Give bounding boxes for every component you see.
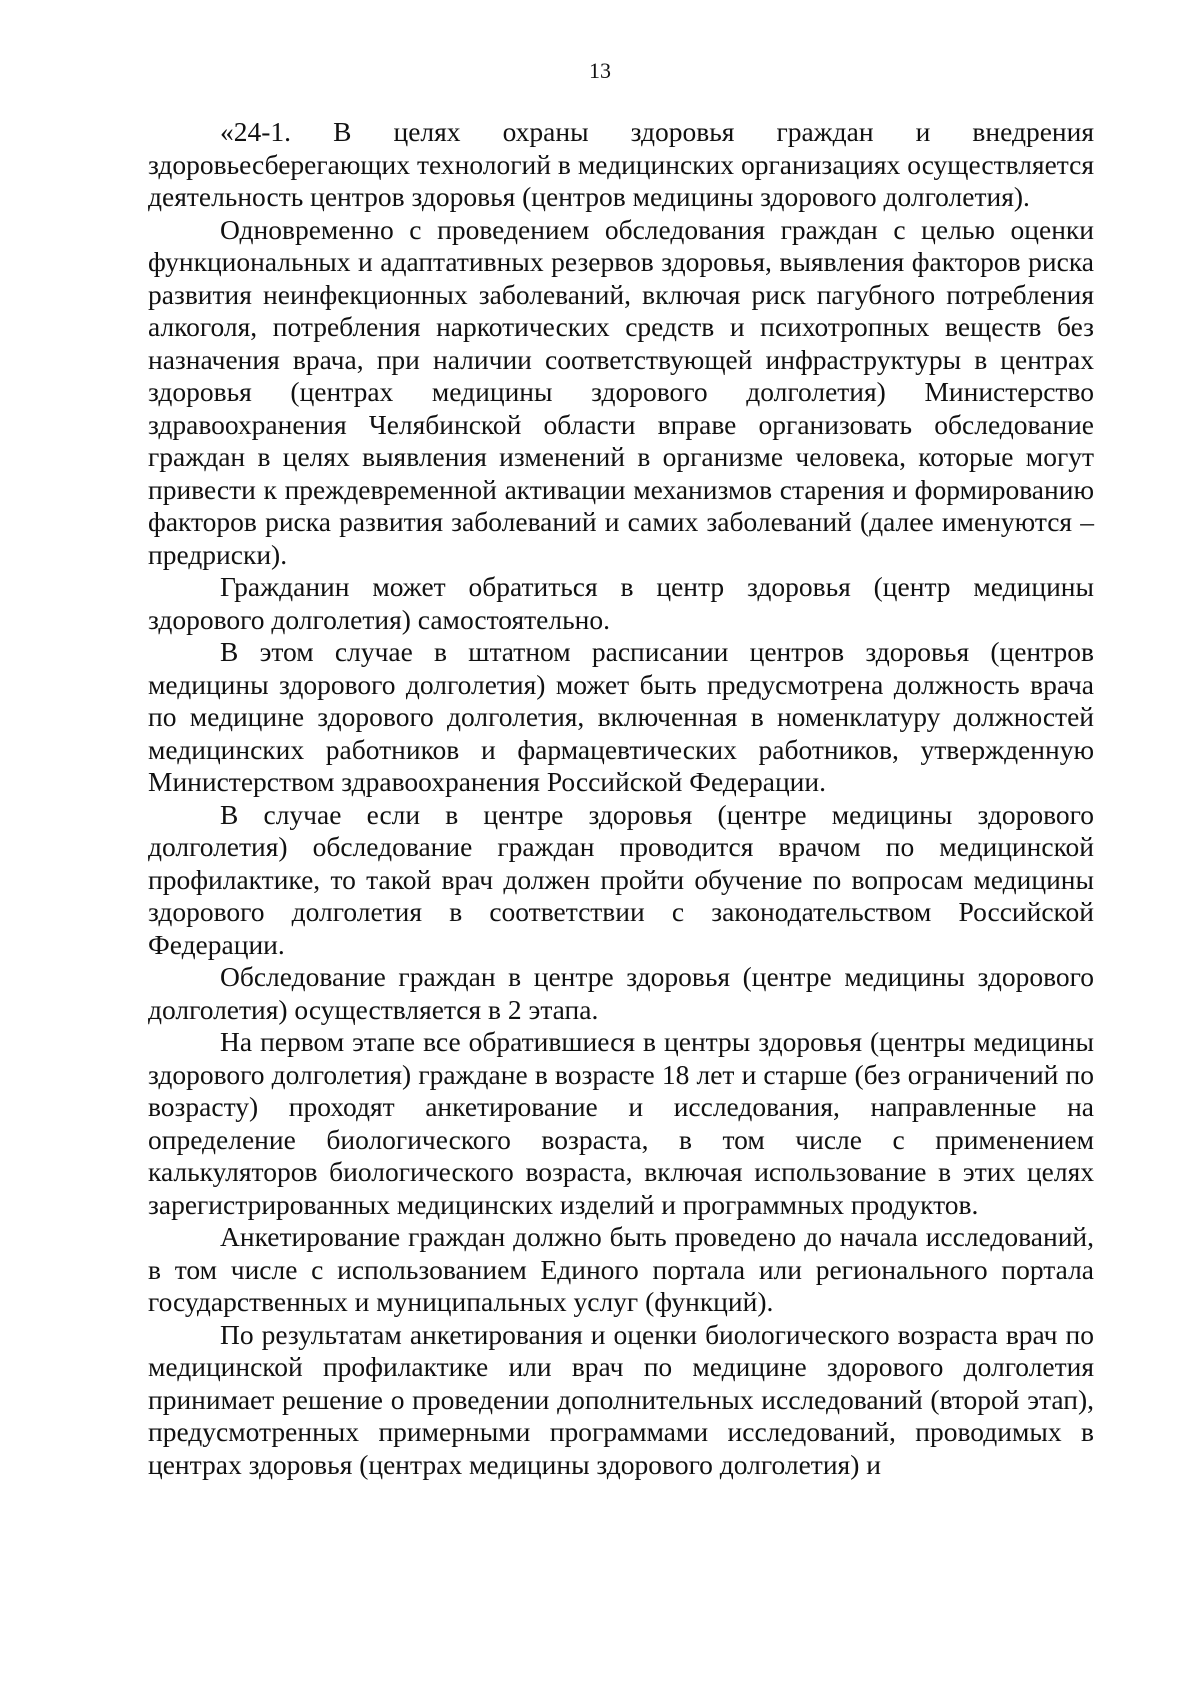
paragraph: «24-1. В целях охраны здоровья граждан и внедрения здоровьесберегающих технологий в медицинских организациях осуществляется деятельность центров здоровья (центров медицины здорового долголетия). <box>148 116 1094 212</box>
paragraph: На первом этапе все обратившиеся в центры здоровья (центры медицины здорового долголетия) граждане в возрасте 18 лет и старше (без ограничений по возрасту) проходят анкетирование и исследования, направленные на определение биологического возраста, в том числе с применением калькуляторов биологического возраста, включая использование в этих целях зарегистрированных медицинских изделий и программных продуктов. <box>148 1026 1094 1220</box>
paragraph: В случае если в центре здоровья (центре медицины здорового долголетия) обследование граждан проводится врачом по медицинской профилактике, то такой врач должен пройти обучение по вопросам медицины здорового долголетия в соответствии с законодательством Российской Федерации. <box>148 798 1094 960</box>
paragraph: Обследование граждан в центре здоровья (центре медицины здорового долголетия) осуществляется в 2 этапа. <box>148 961 1094 1025</box>
paragraph: По результатам анкетирования и оценки биологического возраста врач по медицинской профилактике или врач по медицине здорового долголетия принимает решение о проведении дополнительных исследований (второй этап), предусмотренных примерными программами исследований, проводимых в центрах здоровья (центрах медицины здорового долголетия) и <box>148 1318 1094 1480</box>
paragraph: Анкетирование граждан должно быть проведено до начала исследований, в том числе с использованием Единого портала или регионального портала государственных и муниципальных услуг (функций). <box>148 1221 1094 1317</box>
page-number: 13 <box>589 58 611 83</box>
paragraph: Одновременно с проведением обследования граждан с целью оценки функциональных и адаптативных резервов здоровья, выявления факторов риска развития неинфекционных заболеваний, включая риск пагубного потребления алкоголя, потребления наркотических средств и психотропных веществ без назначения врача, при наличии соответствующей инфраструктуры в центрах здоровья (центрах медицины здорового долголетия) Министерство здравоохранения Челябинской области вправе организовать обследование граждан в целях выявления изменений в организме человека, которые могут привести к преждевременной активации механизмов старения и формированию факторов риска развития заболеваний и самих заболеваний (далее именуются – предриски). <box>148 213 1094 570</box>
paragraph: В этом случае в штатном расписании центров здоровья (центров медицины здорового долголетия) может быть предусмотрена должность врача по медицине здорового долголетия, включенная в номенклатуру должностей медицинских работников и фармацевтических работников, утвержденную Министерством здравоохранения Российской Федерации. <box>148 636 1094 797</box>
paragraph: Гражданин может обратиться в центр здоровья (центр медицины здорового долголетия) самостоятельно. <box>148 571 1094 635</box>
document-body <box>148 116 1094 1481</box>
